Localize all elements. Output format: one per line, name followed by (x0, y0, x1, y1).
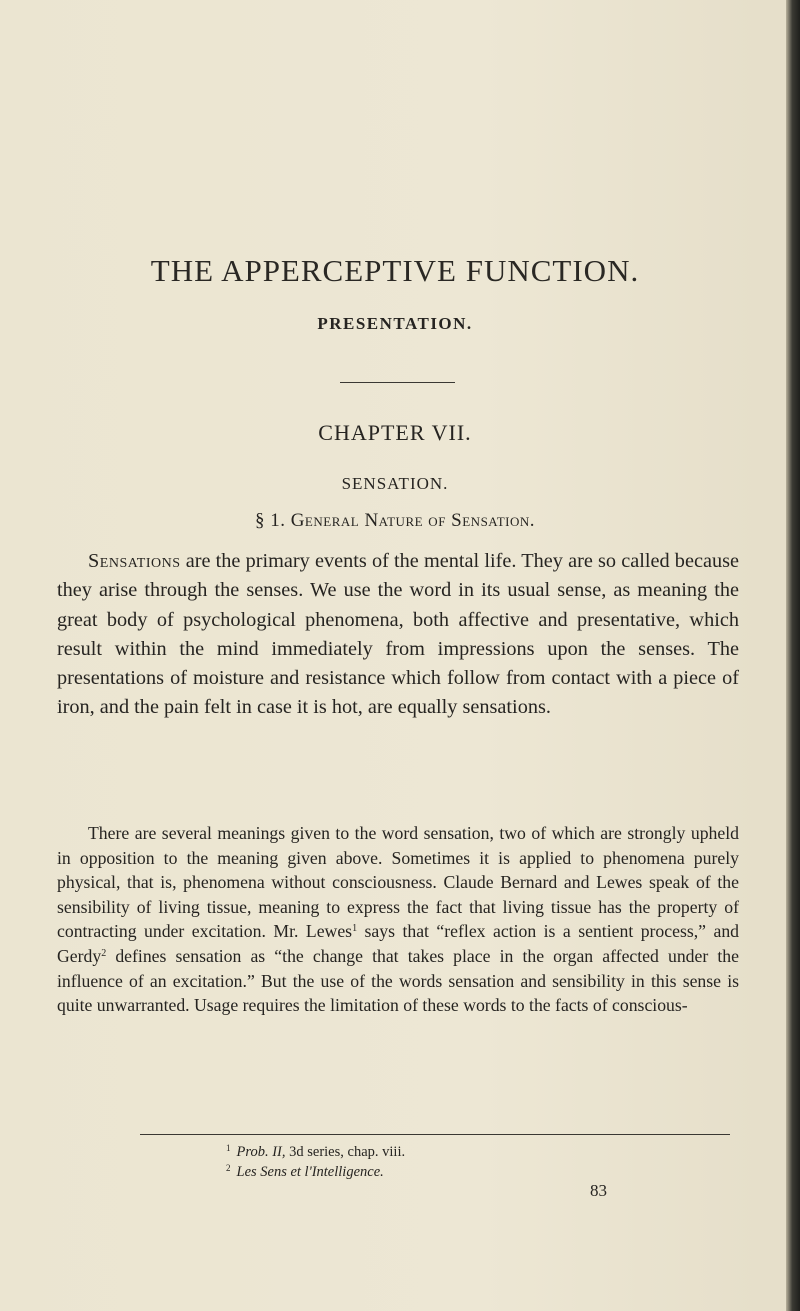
section-heading: § 1. General Nature of Sensation. (254, 510, 536, 531)
footnote-1-source: Prob. II, (236, 1144, 286, 1160)
chapter-title: SENSATION. (341, 474, 449, 493)
paragraph-1 (57, 547, 739, 723)
footnote-ref-1: 1 (352, 923, 358, 935)
footnote-1-detail: 3d series, chap. viii. (285, 1144, 406, 1160)
footnote-2-mark: 2 (226, 1163, 231, 1173)
footnote-1-mark: 1 (226, 1143, 231, 1153)
page-edge-shadow (786, 0, 800, 1311)
paragraph-2-part-3: defines sensation as “the change that takes place in the organ affected under the influence of an excitation.” But the use of the words sensation and sensibility in this sense is quite unwarranted. Usage requires the limitation of these words to the facts of conscious- (57, 945, 739, 1016)
footnote-ref-2: 2 (101, 947, 107, 959)
paragraph-2-part-2: says that “reflex action is a sentient process,” and Gerdy (57, 921, 740, 966)
paragraph-2 (57, 821, 739, 1018)
footnote-2 (226, 1158, 726, 1182)
paragraph-2-part-1: There are several meanings given to the word sensation, two of which are strongly upheld in opposition to the meaning given above. Sometimes it is applied to phenomena purely physical, that is, phenomena without consciousness. Claude Bernard and Lewes speak of the sensibility of living tissue, meaning to express the fact that living tissue has the property of contracting under excitation. Mr. Lewes (57, 823, 739, 942)
footnote-rule (140, 1134, 730, 1135)
chapter-heading: CHAPTER VII. (318, 420, 472, 445)
divider-rule (340, 382, 455, 383)
main-title: THE APPERCEPTIVE FUNCTION. (150, 253, 640, 288)
paragraph-1-text: are the primary events of the mental life. They are so called because they arise through the senses. We use the word in its usual sense, as meaning the great body of psychological phenomena, both affective and presentative, which result within the mind immediately from impressions upon the senses. The presentations of moisture and resistance which follow from contact with a piece of iron, and the pain felt in case it is hot, are equally sensations. (57, 550, 739, 719)
footnote-2-source: Les Sens et l'Intelligence. (236, 1164, 384, 1180)
page-number: 83 (590, 1181, 607, 1200)
subtitle: PRESENTATION. (317, 314, 473, 333)
paragraph-1-lead-word: Sensations (88, 550, 181, 572)
